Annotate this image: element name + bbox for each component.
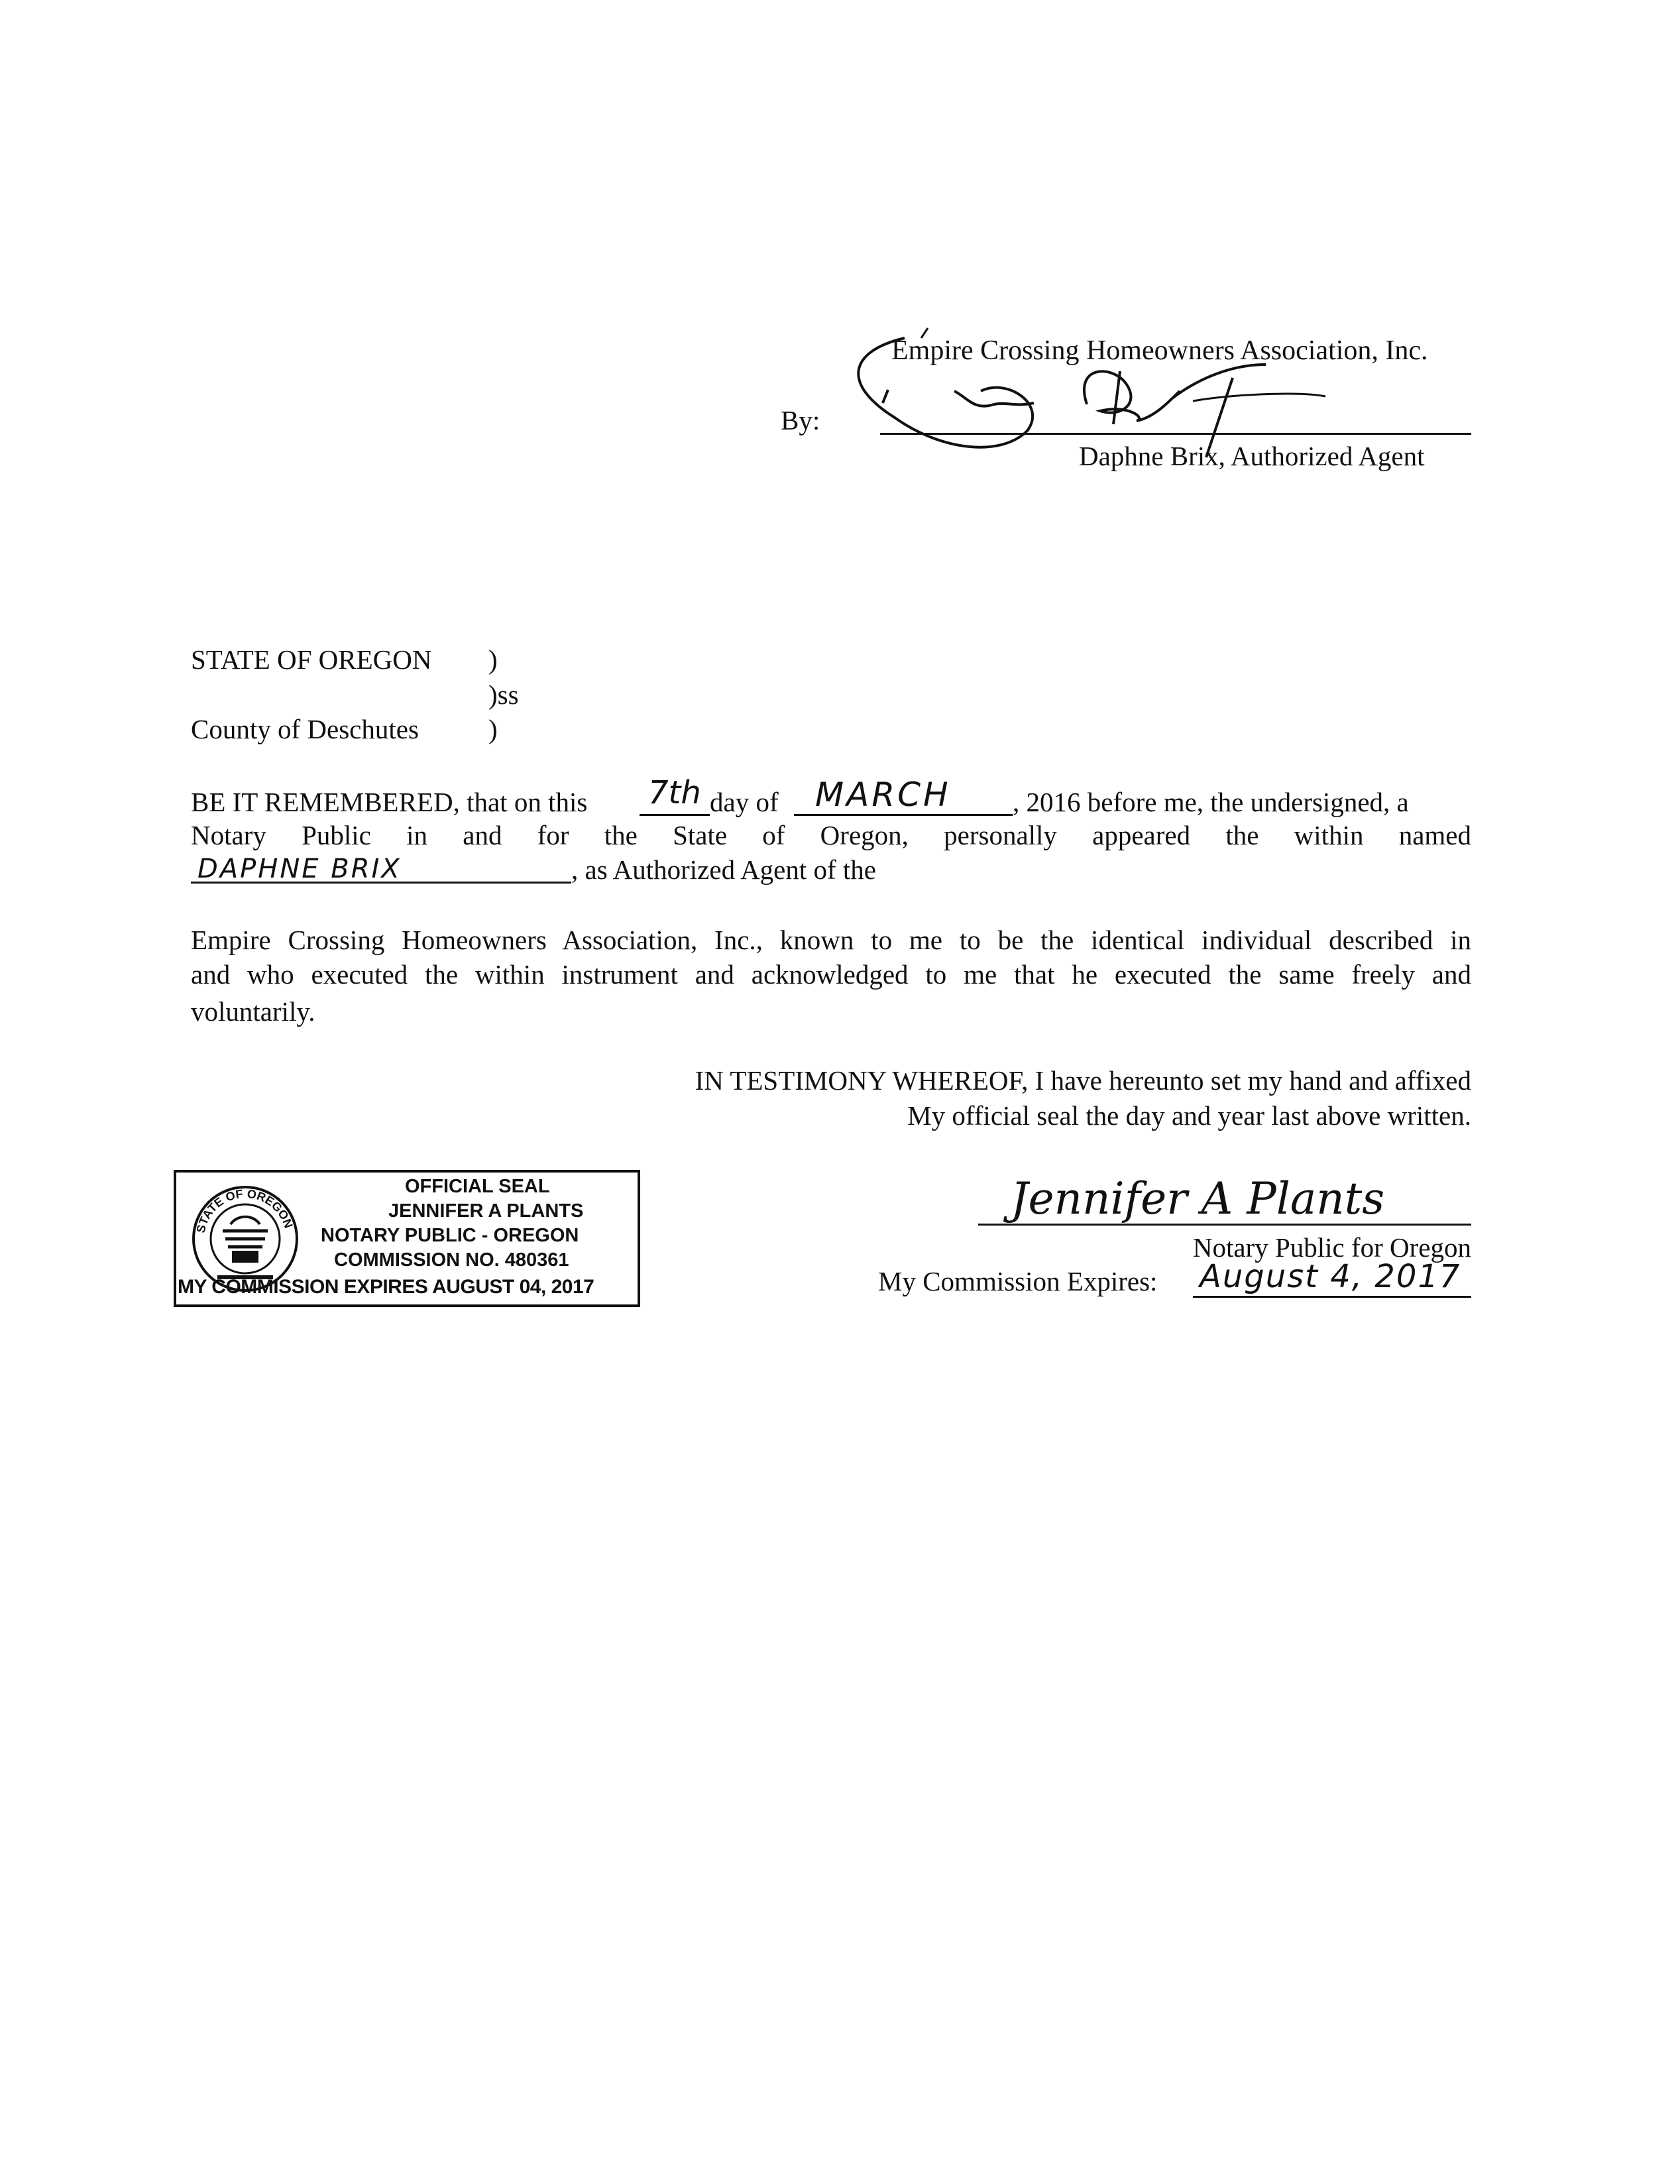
day-handwritten: 7th	[648, 774, 701, 811]
month-blank	[794, 814, 1013, 816]
ack-text-4: , as Authorized Agent of the	[571, 854, 877, 885]
seal-line-5: MY COMMISSION EXPIRES AUGUST 04, 2017	[178, 1276, 594, 1298]
svg-text:STATE OF OREGON	[194, 1187, 296, 1234]
ack-line-2: Notary Public in and for the State of Oregon, personally appeared the within named	[191, 820, 1471, 850]
notary-title: Notary Public for Oregon	[1192, 1232, 1471, 1263]
signer-title: Daphne Brix, Authorized Agent	[1079, 441, 1425, 471]
official-seal-stamp	[174, 1170, 640, 1307]
ack-p2-line-3: voluntarily.	[191, 996, 315, 1027]
seal-line-2: JENNIFER A PLANTS	[388, 1200, 584, 1222]
testimony-line-1: IN TESTIMONY WHEREOF, I have hereunto set my hand and affixed	[695, 1065, 1471, 1096]
ack-p2-line-2: and who executed the within instrument and acknowledged to me that he executed the same freely and	[191, 959, 1471, 990]
seal-line-1: OFFICIAL SEAL	[405, 1176, 550, 1197]
testimony-line-2: My official seal the day and year last above written.	[907, 1100, 1471, 1131]
month-handwritten: MARCH	[815, 776, 951, 814]
venue-paren-1: )	[488, 644, 498, 675]
seal-line-4: COMMISSION NO. 480361	[334, 1249, 569, 1271]
by-label: By:	[781, 405, 820, 435]
notary-signature-line	[978, 1224, 1471, 1226]
venue-paren-2: )	[488, 714, 498, 744]
ack-text-2: day of	[710, 787, 779, 817]
county-line: County of Deschutes	[191, 714, 419, 744]
seal-line-3: NOTARY PUBLIC - OREGON	[321, 1225, 579, 1246]
commission-expires-label: My Commission Expires:	[878, 1266, 1158, 1296]
venue-ss: )ss	[488, 679, 519, 710]
notary-signature: Jennifer A Plants	[1011, 1173, 1385, 1224]
commission-expires-handwritten: August 4, 2017	[1200, 1258, 1461, 1295]
ack-p2-line-1: Empire Crossing Homeowners Association, Inc., known to me to be the identical individual described in	[191, 925, 1471, 955]
name-handwritten: DAPHNE BRIX	[197, 854, 402, 884]
seal-emblem-text: STATE OF OREGON	[194, 1186, 296, 1234]
association-name: Empire Crossing Homeowners Association, Inc.	[891, 335, 1428, 366]
ack-text-3: , 2016 before me, the undersigned, a	[1013, 787, 1409, 817]
day-blank	[640, 814, 710, 816]
commission-expires-line	[1193, 1296, 1471, 1298]
state-line: STATE OF OREGON	[191, 644, 432, 675]
ack-text-1: BE IT REMEMBERED, that on this	[191, 787, 588, 817]
